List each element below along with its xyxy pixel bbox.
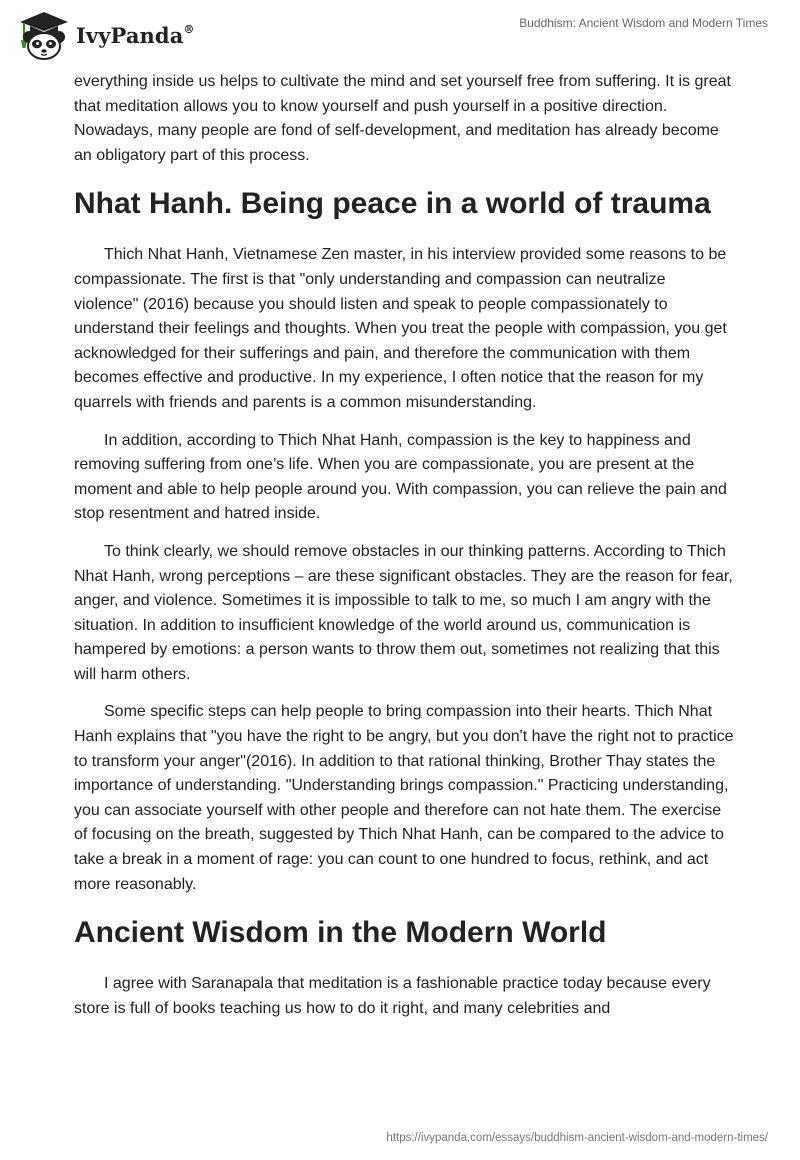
paragraph: Thich Nhat Hanh, Vietnamese Zen master, in his interview provided some reasons to be compassionate. The first is that "only understanding and compassion can neutralize violence" (2016) because you should listen and speak to people compassionately to understand their feelings and thoughts. When you treat the people with compassion, you get acknowledged for their sufferings and pain, and therefore the communication with them becomes effective and productive. In my experience, I often notice that the reason for my quarrels with friends and parents is a common misunderstanding. xyxy=(74,246,727,411)
paragraph: I agree with Saranapala that meditation is a fashionable practice today because every store is full of books teaching us how to do it right, and many celebrities and xyxy=(74,975,711,1017)
paragraph: Some specific steps can help people to bring compassion into their hearts. Thich Nhat Hanh explains that "you have the right to be angry, but you don't have the right not to practice to transform your anger"(2016). In addition to that rational thinking, Brother Thay states the importance of understanding. "Understanding brings compassion." Practicing understanding, you can associate yourself with other people and therefore can not hate them. The exercise of focusing on the breath, suggested by Thich Nhat Hanh, can be compared to the advice to take a break in a moment of rage: you can count to one hundred to focus, rethink, and act more reasonably. xyxy=(74,703,734,893)
document-title: Buddhism: Ancient Wisdom and Modern Times xyxy=(519,16,768,30)
page-header xyxy=(0,0,800,70)
paragraph: To think clearly, we should remove obstacles in our thinking patterns. According to Thich Nhat Hanh, wrong perceptions – are these significant obstacles. They are the reason for fear, anger, and violence. Sometimes it is impossible to talk to me, so much I am angry with the situation. In addition to insufficient knowledge of the world around us, communication is hampered by emotions: a person wants to throw them out, sometimes not realizing that this will harm others. xyxy=(74,542,733,683)
registered-mark: ® xyxy=(183,22,195,36)
source-url[interactable]: https://ivypanda.com/essays/buddhism-ancient-wisdom-and-modern-times/ xyxy=(386,1132,768,1144)
section-heading: Ancient Wisdom in the Modern World xyxy=(74,916,607,950)
panda-graduate-icon xyxy=(14,6,72,62)
paragraph: In addition, according to Thich Nhat Hanh, compassion is the key to happiness and removing suffering from one’s life. When you are compassionate, you are present at the moment and able to help people around you. With compassion, you can relieve the pain and stop resentment and hatred inside. xyxy=(74,431,727,523)
essay-body xyxy=(74,70,734,1034)
logo-text: IvyPanda xyxy=(76,22,184,48)
section-heading: Nhat Hanh. Being peace in a world of trauma xyxy=(74,187,711,221)
paragraph: everything inside us helps to cultivate the mind and set yourself free from suffering. It is great that meditation allows you to know yourself and push yourself in a positive direction. Nowadays, many people are fond of self-development, and meditation has already become an obligatory part of this process. xyxy=(74,73,731,164)
ivypanda-logo[interactable] xyxy=(14,6,195,62)
logo-wordmark xyxy=(76,23,195,48)
